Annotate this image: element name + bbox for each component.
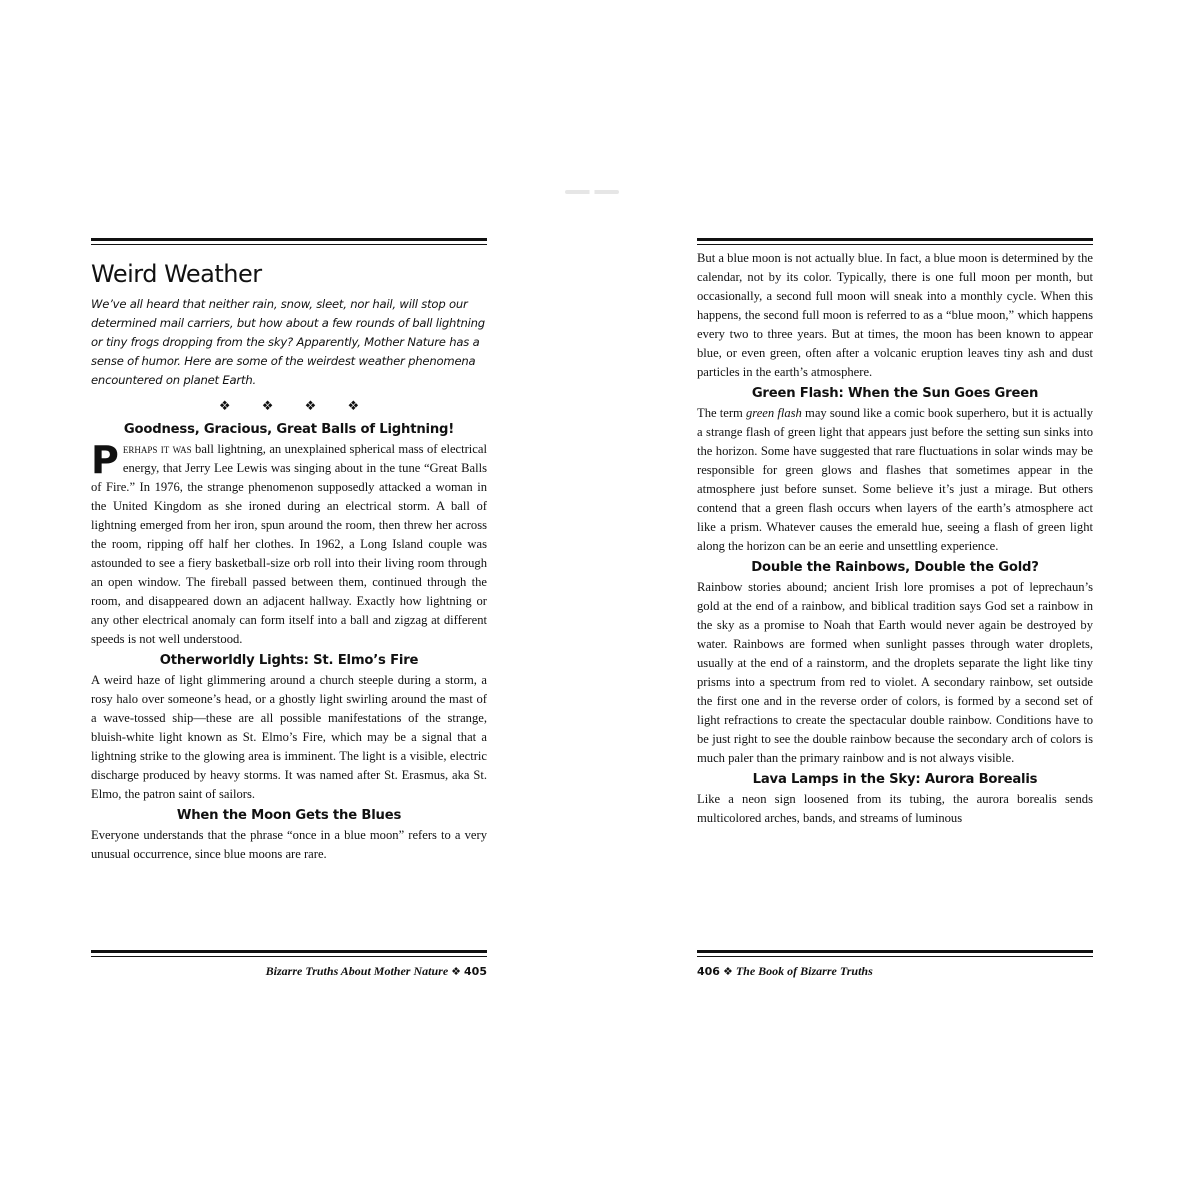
top-rule: [91, 238, 487, 245]
top-rule: [697, 238, 1093, 245]
bottom-rule: [697, 950, 1093, 957]
section-heading: When the Moon Gets the Blues: [176, 808, 402, 824]
ornament-divider: ❖ ❖ ❖ ❖: [218, 398, 374, 414]
left-page: [91, 238, 487, 978]
top-smudge: [565, 190, 619, 194]
lead-in: erhaps it was: [122, 442, 192, 457]
page-number: 405: [464, 965, 487, 978]
page-number: 406: [697, 965, 720, 978]
body-text: ball lightning, an unexplained spherical mass of electrical energy, that Jerry Lee Lewis was singing about in the tune “Great Balls of Fire.” In 1976, the strange phenomenon supposedly attacked a woman in the United Kingdom as she ironed during an electrical storm. A ball of lightning emerged from her iron, spun around the room, then threw her across the room, ripping off half her clothes. In 1962, a Long Island couple was astounded to see a fiery basketball-size orb roll into their living room through an open window. The fireball passed between them, continued through the room, and disappeared down an adjacent hallway. Exactly how lightning or any other electrical anomaly can form itself into a ball and zigzag at different speeds is not well understood.: [91, 442, 487, 647]
emphasis-text: green flash: [745, 406, 802, 420]
footer-separator-icon: ❖: [722, 965, 733, 978]
section-body: Rainbow stories abound; ancient Irish lore promises a pot of leprechaun’s gold at the end of a rainbow, and biblical tradition says God set a rainbow in the sky as a promise to Noah that Earth would never again be destroyed by water. Rainbows are formed when sunlight passes through water droplets, usually at the end of a rainstorm, and the droplets separate the light like tiny prisms into a spectrum from red to violet. A secondary rainbow, set outside the first one and in the reverse order of colors, is formed by a second set of light refractions to create the spectacular double rainbow. Conditions have to be just right to see the double rainbow because the secondary arch of colors is much paler than the primary rainbow and is not always visible.: [697, 580, 1093, 765]
body-text: may sound like a comic book superhero, but it is actually a strange flash of green light that appears just before the setting sun sinks into the horizon. Some have suggested that rare fluctuations in solar winds may be responsible for green glows and flashes that sometimes appear in the atmosphere just before sunset. Some believe it’s just a mirage. But others contend that a green flash occurs when layers of the earth’s atmosphere act like a prism. Whatever causes the emerald hue, seeing a flash of green light along the horizon can be an eerie and unsettling experience.: [697, 406, 1093, 553]
footer-title: The Book of Bizarre Truths: [735, 964, 873, 978]
section-heading: Green Flash: When the Sun Goes Green: [751, 386, 1039, 401]
drop-cap: P: [91, 438, 119, 483]
section-heading: Double the Rainbows, Double the Gold?: [751, 560, 1039, 575]
running-footer: [697, 964, 873, 979]
section-body: Everyone understands that the phrase “once in a blue moon” refers to a very unusual occurrence, since blue moons are rare.: [91, 828, 487, 862]
section-heading: Goodness, Gracious, Great Balls of Lightning!: [123, 422, 455, 438]
chapter-title: Weird Weather: [91, 260, 262, 288]
section-heading: Otherworldly Lights: St. Elmo’s Fire: [159, 653, 419, 669]
section-body: A weird haze of light glimmering around a church steeple during a storm, a rosy halo over someone’s head, or a ghostly light swirling around the mast of a wave-tossed ship—these are all possible manifestations of the strange, bluish-white light known as St. Elmo’s Fire, which may be a signal that a lightning strike to the glowing area is imminent. The light is a visible, electric discharge produced by heavy storms. It was named after St. Erasmus, aka St. Elmo, the patron saint of sailors.: [91, 673, 487, 802]
section-body: [91, 440, 487, 649]
section-body: Like a neon sign loosened from its tubing, the aurora borealis sends multicolored arches, bands, and streams of luminous: [697, 792, 1093, 825]
footer-title: Bizarre Truths About Mother Nature: [265, 964, 449, 978]
running-footer: [266, 964, 487, 979]
section-body: [697, 404, 1093, 556]
section-heading: Lava Lamps in the Sky: Aurora Borealis: [752, 772, 1038, 787]
chapter-intro: We’ve all heard that neither rain, snow, sleet, nor hail, will stop our determined mail carriers, but how about a few rounds of ball lightning or tiny frogs dropping from the sky? Apparently, Mother Nature has a sense of humor. Here are some of the weirdest weather phenomena encountered on planet Earth.: [91, 297, 485, 388]
footer-separator-icon: ❖: [451, 965, 462, 978]
right-page: [697, 238, 1093, 978]
section-body: But a blue moon is not actually blue. In fact, a blue moon is determined by the calendar, not by its color. Typically, there is one full moon per month, but occasionally, a second full moon will sneak into a monthly cycle. When this happens, the second full moon is referred to as a “blue moon,” which happens every two to three years. But at times, the moon has been known to appear blue, or even green, often after a volcanic eruption leaves tiny ash and dust particles in the earth’s atmosphere.: [697, 251, 1093, 379]
body-text: The term: [697, 406, 746, 420]
bottom-rule: [91, 950, 487, 957]
